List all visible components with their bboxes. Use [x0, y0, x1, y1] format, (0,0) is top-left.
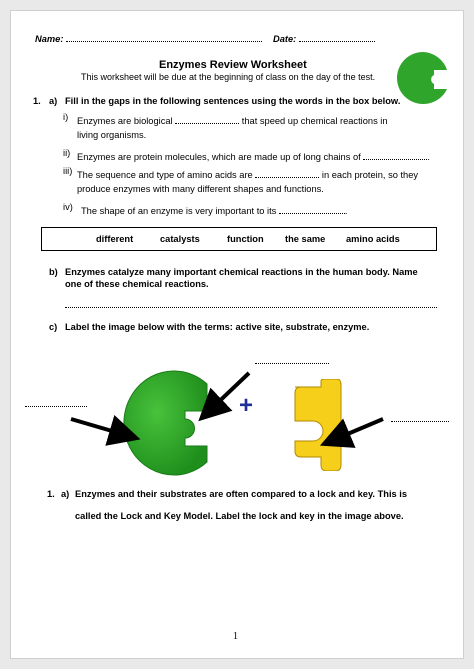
- sentence-iv-before: The shape of an enzyme is very important to its: [81, 206, 277, 216]
- q1-number: 1.: [33, 96, 41, 106]
- q2-line2: called the Lock and Key Model. Label the lock and key in the image above.: [75, 511, 404, 521]
- q2-line1: Enzymes and their substrates are often compared to a lock and key. This is: [75, 489, 408, 499]
- arrow-active-site: [207, 373, 249, 413]
- word-bank-box: [41, 227, 437, 251]
- blank-ii[interactable]: [363, 148, 427, 160]
- word-bank-item: catalysts: [160, 234, 200, 244]
- date-field[interactable]: [299, 30, 375, 42]
- diagram-arrows: [11, 351, 465, 451]
- arrow-substrate: [331, 419, 383, 441]
- sentence-ii-num: ii): [63, 148, 71, 158]
- blank-i[interactable]: [175, 112, 239, 124]
- name-row: [35, 30, 262, 44]
- word-bank-item: function: [227, 234, 264, 244]
- sentence-i: [77, 112, 388, 126]
- worksheet-page: [10, 10, 464, 659]
- q1c-prompt: Label the image below with the terms: active site, substrate, enzyme.: [65, 322, 370, 332]
- q1b-prompt-line2: one of these chemical reactions.: [65, 279, 209, 289]
- q1b-answer-line[interactable]: [65, 297, 437, 308]
- q2-number: 1.: [47, 489, 55, 499]
- sentence-iii-before: The sequence and type of amino acids are: [77, 170, 253, 180]
- q1b-prompt-line1: Enzymes catalyze many important chemical reactions in the human body. Name: [65, 267, 418, 277]
- q1a-prompt: Fill in the gaps in the following sentences using the words in the box below.: [65, 96, 401, 106]
- q1c-label: c): [49, 322, 58, 332]
- sentence-i-before: Enzymes are biological: [77, 116, 173, 126]
- page-subtitle: This worksheet will be due at the beginning of class on the day of the test.: [81, 72, 376, 82]
- sentence-iv-after: .: [344, 206, 348, 216]
- page-title: Enzymes Review Worksheet: [159, 59, 307, 71]
- sentence-iii-num: iii): [63, 166, 73, 176]
- page-number: 1: [233, 631, 238, 642]
- sentence-ii-before: Enzymes are protein molecules, which are made up of long chains of: [77, 152, 361, 162]
- q2a-label: a): [61, 489, 70, 499]
- blank-iii[interactable]: [255, 166, 319, 178]
- word-bank-item: the same: [285, 234, 326, 244]
- name-label: Name:: [35, 34, 64, 44]
- plus-sign: +: [239, 392, 254, 419]
- word-bank-item: different: [96, 234, 134, 244]
- date-row: [273, 30, 375, 44]
- sentence-iii: [77, 166, 418, 180]
- sentence-iii-line2: produce enzymes with many different shapes and functions.: [77, 184, 324, 194]
- sentence-i-line2: living organisms.: [77, 130, 147, 140]
- arrow-enzyme: [71, 419, 129, 436]
- sentence-iv-num: iv): [63, 202, 73, 212]
- sentence-ii: [77, 148, 430, 162]
- sentence-iii-after: in each protein, so they: [321, 170, 419, 180]
- word-bank-item: amino acids: [346, 234, 400, 244]
- q1b-label: b): [49, 267, 58, 277]
- sentence-i-after: that speed up chemical reactions in: [241, 116, 388, 126]
- q1a-label: a): [49, 96, 58, 106]
- blank-iv[interactable]: [279, 202, 345, 214]
- sentence-ii-after: .: [427, 152, 430, 162]
- enzyme-logo-icon: [394, 49, 452, 107]
- sentence-i-num: i): [63, 112, 69, 122]
- date-label: Date:: [273, 34, 297, 44]
- name-field[interactable]: [66, 30, 262, 42]
- sentence-iv: [81, 202, 348, 216]
